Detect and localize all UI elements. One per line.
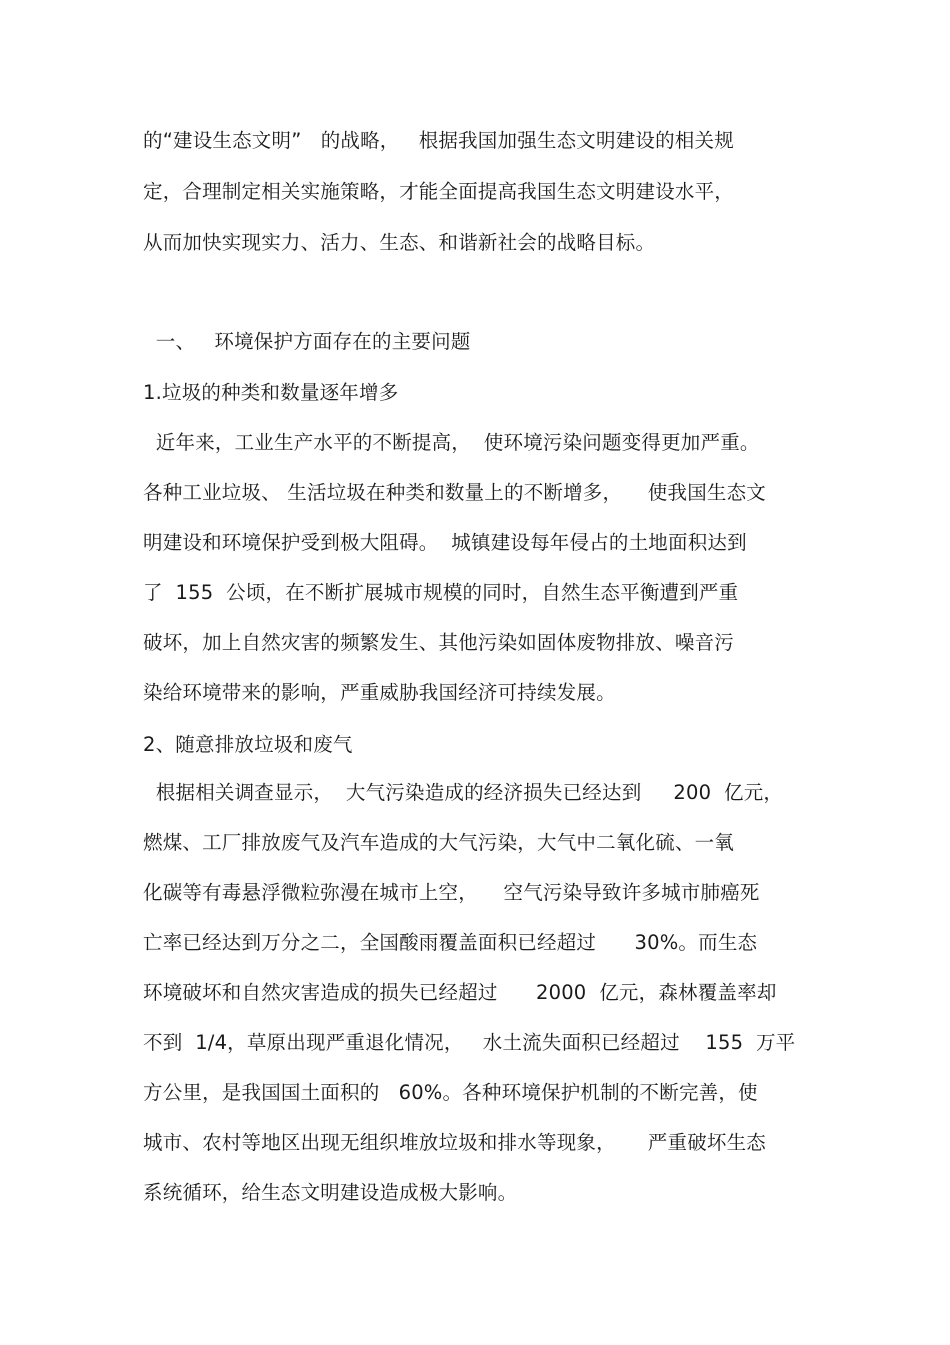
subheading-2: 2、随意排放垃圾和废气 bbox=[143, 733, 353, 756]
subheading-1: 1.垃圾的种类和数量逐年增多 bbox=[143, 381, 399, 404]
section-heading: 一、 环境保护方面存在的主要问题 bbox=[143, 330, 471, 353]
paragraph-2-line: 城市、农村等地区出现无组织堆放垃圾和排水等现象， 严重破坏生态 bbox=[143, 1131, 766, 1154]
intro-line: 的“建设生态文明” 的战略， 根据我国加强生态文明建设的相关规 bbox=[143, 129, 734, 152]
paragraph-2-line: 方公里，是我国国土面积的 60%。各种环境保护机制的不断完善，使 bbox=[143, 1081, 758, 1104]
intro-line: 定，合理制定相关实施策略，才能全面提高我国生态文明建设水平， bbox=[143, 180, 735, 203]
paragraph-1-line: 了 155 公顷，在不断扩展城市规模的同时，自然生态平衡遭到严重 bbox=[143, 581, 739, 604]
paragraph-2-line: 根据相关调查显示， 大气污染造成的经济损失已经达到 200 亿元， bbox=[143, 781, 784, 804]
paragraph-1-line: 各种工业垃圾、 生活垃圾在种类和数量上的不断增多， 使我国生态文 bbox=[143, 481, 766, 504]
paragraph-2-line: 系统循环，给生态文明建设造成极大影响。 bbox=[143, 1181, 518, 1204]
paragraph-2-line: 燃煤、工厂排放废气及汽车造成的大气污染，大气中二氧化硫、一氧 bbox=[143, 831, 735, 854]
paragraph-1-line: 染给环境带来的影响，严重威胁我国经济可持续发展。 bbox=[143, 681, 616, 704]
paragraph-2-line: 环境破坏和自然灾害造成的损失已经超过 2000 亿元，森林覆盖率却 bbox=[143, 981, 777, 1004]
paragraph-2-line: 亡率已经达到万分之二，全国酸雨覆盖面积已经超过 30%。而生态 bbox=[143, 931, 758, 954]
paragraph-2-line: 不到 1/4，草原出现严重退化情况， 水土流失面积已经超过 155 万平 bbox=[143, 1031, 796, 1054]
paragraph-1-line: 近年来，工业生产水平的不断提高， 使环境污染问题变得更加严重。 bbox=[143, 431, 760, 454]
paragraph-1-line: 破坏，加上自然灾害的频繁发生、其他污染如固体废物排放、噪音污 bbox=[143, 631, 735, 654]
paragraph-1-line: 明建设和环境保护受到极大阻碍。 城镇建设每年侵占的土地面积达到 bbox=[143, 531, 747, 554]
paragraph-2-line: 化碳等有毒悬浮微粒弥漫在城市上空， 空气污染导致许多城市肺癌死 bbox=[143, 881, 760, 904]
intro-line: 从而加快实现实力、活力、生态、和谐新社会的战略目标。 bbox=[143, 231, 656, 254]
